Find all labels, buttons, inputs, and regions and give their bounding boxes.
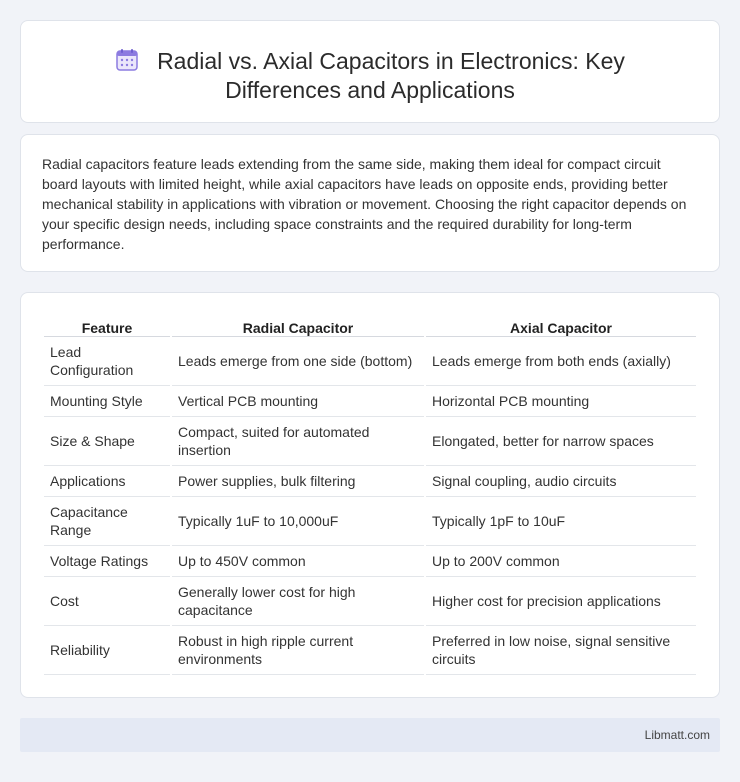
feature-cell: Applications: [44, 466, 170, 497]
axial-cell: Elongated, better for narrow spaces: [426, 417, 696, 466]
radial-cell: Power supplies, bulk filtering: [172, 466, 424, 497]
radial-cell: Leads emerge from one side (bottom): [172, 337, 424, 386]
feature-cell: Voltage Ratings: [44, 546, 170, 577]
header-feature: Feature: [44, 315, 170, 337]
table-row: [44, 466, 696, 497]
radial-cell: Robust in high ripple current environments: [172, 626, 424, 675]
calendar-icon: [115, 48, 139, 72]
axial-cell: Higher cost for precision applications: [426, 577, 696, 626]
title-line-1: Radial vs. Axial Capacitors in Electronics: Key: [157, 48, 625, 74]
footer-bar: [20, 718, 720, 752]
page-title: [21, 47, 719, 105]
radial-cell: Compact, suited for automated insertion: [172, 417, 424, 466]
feature-cell: Size & Shape: [44, 417, 170, 466]
footer-site-link[interactable]: Libmatt.com: [644, 728, 710, 742]
table-row: [44, 497, 696, 546]
axial-cell: Horizontal PCB mounting: [426, 386, 696, 417]
feature-cell: Mounting Style: [44, 386, 170, 417]
table-row: [44, 577, 696, 626]
axial-cell: Preferred in low noise, signal sensitive circuits: [426, 626, 696, 675]
intro-card: [20, 134, 720, 272]
table-row: [44, 546, 696, 577]
radial-cell: Typically 1uF to 10,000uF: [172, 497, 424, 546]
table-row: [44, 626, 696, 675]
table-row: [44, 417, 696, 466]
header-axial: Axial Capacitor: [426, 315, 696, 337]
intro-paragraph: Radial capacitors feature leads extending from the same side, making them ideal for compact circuit board layouts with limited height, while axial capacitors have leads on opposite ends, providing better mechanical stability in applications with vibration or movement. Choosing the right capacitor depends on your specific design needs, including space constraints and the required durability for long-term performance.: [42, 156, 687, 252]
table-header-row: [44, 315, 696, 337]
table-row: [44, 337, 696, 386]
axial-cell: Up to 200V common: [426, 546, 696, 577]
feature-cell: Capacitance Range: [44, 497, 170, 546]
table-row: [44, 386, 696, 417]
feature-cell: Lead Configuration: [44, 337, 170, 386]
feature-cell: Cost: [44, 577, 170, 626]
feature-cell: Reliability: [44, 626, 170, 675]
axial-cell: Signal coupling, audio circuits: [426, 466, 696, 497]
header-radial: Radial Capacitor: [172, 315, 424, 337]
radial-cell: Vertical PCB mounting: [172, 386, 424, 417]
title-card: [20, 20, 720, 123]
title-line-2: Differences and Applications: [225, 77, 515, 103]
radial-cell: Generally lower cost for high capacitance: [172, 577, 424, 626]
radial-cell: Up to 450V common: [172, 546, 424, 577]
comparison-card: [20, 292, 720, 698]
axial-cell: Typically 1pF to 10uF: [426, 497, 696, 546]
comparison-table: [42, 315, 698, 675]
axial-cell: Leads emerge from both ends (axially): [426, 337, 696, 386]
